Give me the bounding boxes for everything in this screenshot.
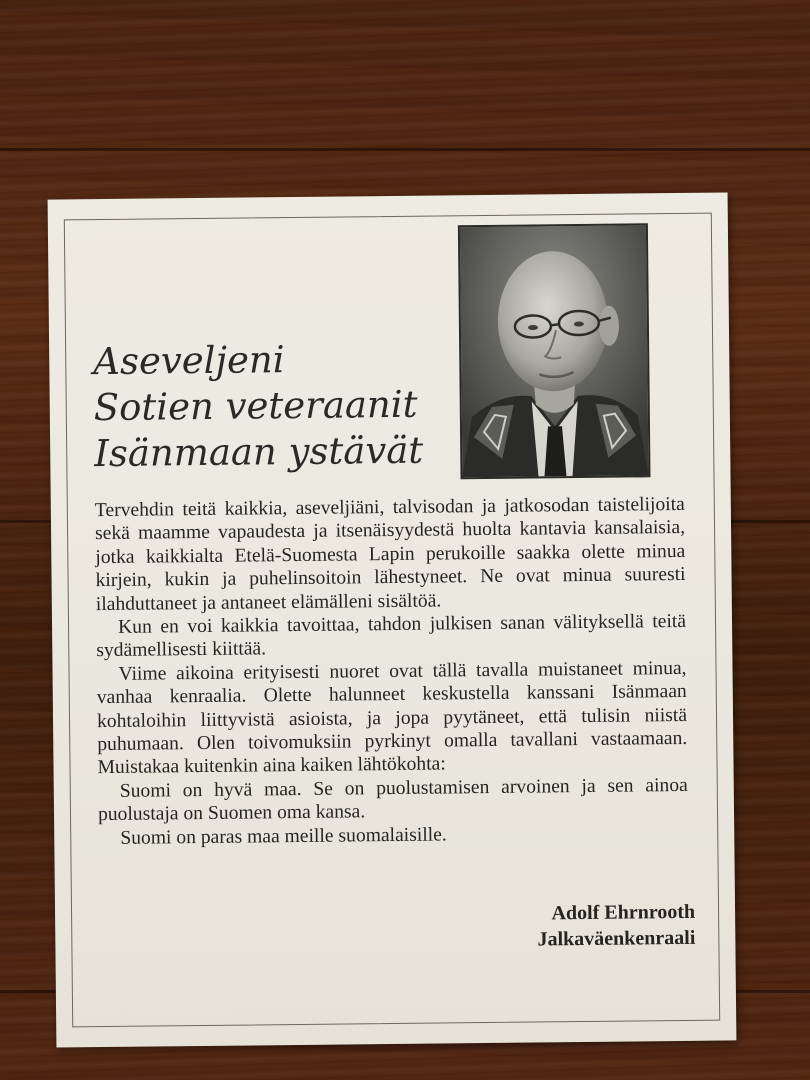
newspaper-clipping [48, 192, 737, 1047]
article-paragraph: Viime aikoina erityisesti nuoret ovat tällä tavalla muistaneet minua, vanhaa kenraalia. Olette halunneet keskustella kanssani Isänmaan kohtaloihin liittyvistä asioista, ja jopa pyytäneet, että tulisin niistä puhumaan. Olen toivomuksiin pyrkinyt omalla tavallani vastaamaan. Muistakaa kuitenkin aina kaiken lähtökohta: [96, 657, 688, 779]
signature [537, 899, 695, 953]
article-paragraph: Suomi on paras maa meille suomalaisille. [120, 824, 447, 849]
headline-line: Isänmaan ystävät [94, 428, 424, 476]
article-paragraph: Tervehdin teitä kaikkia, aseveljiäni, talvisodan ja jatkosodan taistelijoita sekä maamme vapaudesta ja itsenäisyydestä huolta kantavia kansalaisia, jotka kaikkialta Etelä-Suomesta Lapin perukoille saakka olette minua kirjein, kukin ja puhelinsoitoin lähestyneet. Ne ovat minua suuresti ilahduttaneet ja antaneet elämälleni sisältöä. [94, 493, 686, 615]
article-body [95, 493, 689, 850]
article-paragraph: Suomi on hyvä maa. Se on puolustamisen arvoinen ja sen ainoa puolustaja on Suomen oma kansa. [97, 774, 688, 826]
headline [93, 335, 464, 477]
portrait-illustration [460, 225, 649, 477]
signature-name: Adolf Ehrnrooth [551, 900, 696, 925]
headline-line: Aseveljeni [93, 338, 285, 384]
table-plank-seam [0, 148, 810, 151]
signature-rank: Jalkaväenkenraali [537, 926, 696, 951]
article-paragraph: Kun en voi kaikkia tavoittaa, tahdon julkisen sanan välityksellä teitä sydämellisesti kiittää. [96, 610, 687, 662]
portrait-photo [458, 223, 651, 479]
headline-line: Sotien veteraanit [93, 382, 418, 430]
